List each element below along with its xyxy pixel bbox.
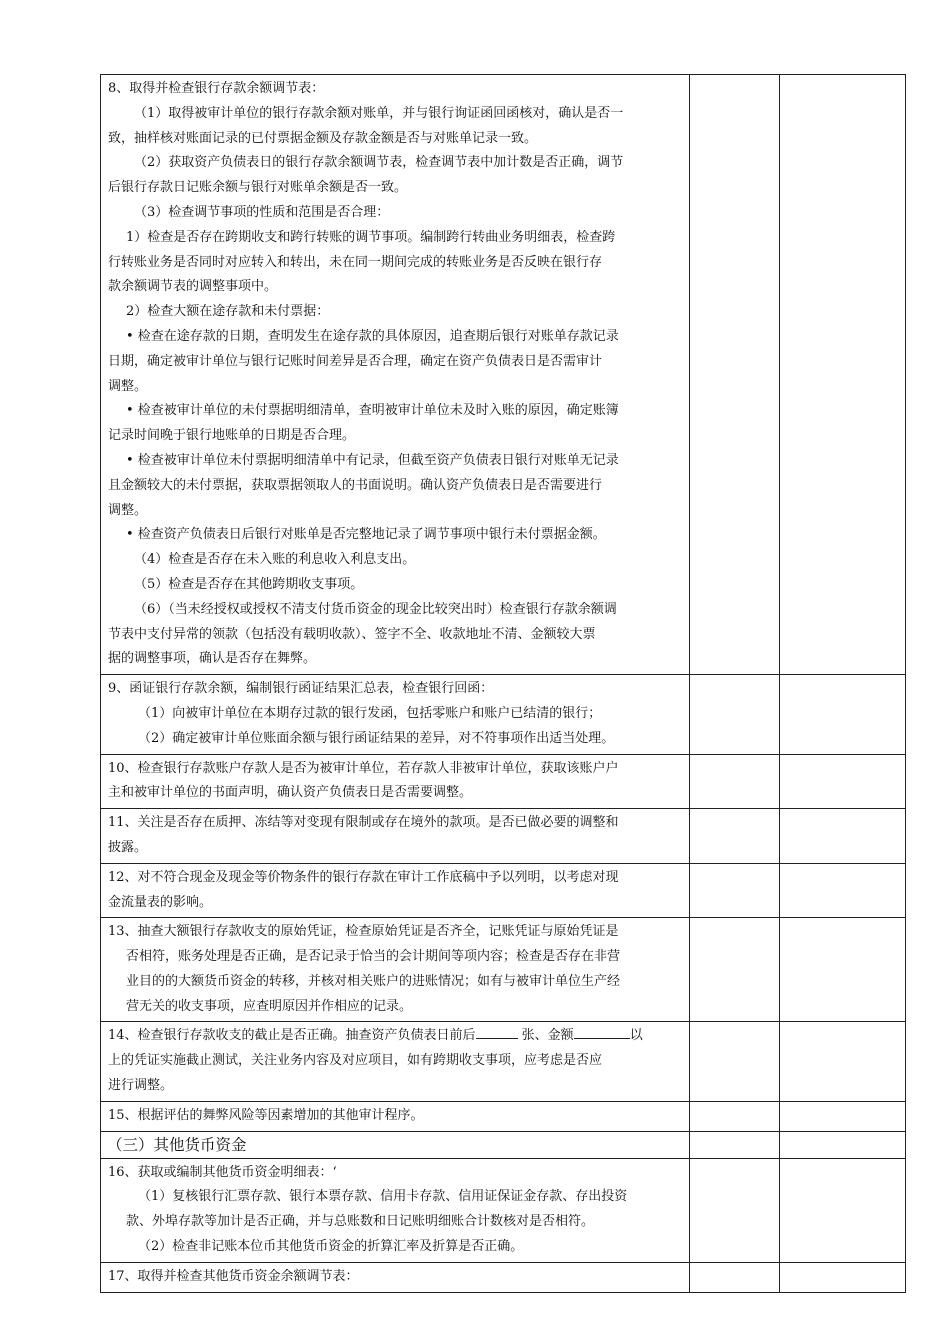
procedure-heading: 15、根据评估的舞弊风险等因素增加的其他审计程序。: [108, 1107, 424, 1123]
procedure-bullet: • 检查在途存款的日期，查明发生在途存款的具体原因，追查期后银行对账单存款记录: [126, 328, 619, 344]
table-row: [101, 1101, 906, 1131]
index-cell: [690, 809, 780, 864]
procedure-cell: [101, 1158, 690, 1262]
procedure-text: 款余额调节表的调整事项中。: [108, 279, 278, 295]
executor-cell: [780, 1158, 906, 1262]
procedure-cell: [101, 75, 690, 675]
executor-cell: [780, 1101, 906, 1131]
table-row: [101, 918, 906, 1022]
table-row: [101, 1158, 906, 1262]
procedure-text: （1）向被审计单位在本期存过款的银行发函，包括零账户和账户已结清的银行；: [138, 705, 602, 721]
table-row: [101, 1262, 906, 1292]
procedure-text-part: 张、金额: [517, 1028, 574, 1044]
procedure-text: 否相符，账务处理是否正确，是否记录于恰当的会计期间等项内容；检查是否存在非营: [126, 949, 621, 965]
procedure-text: （4）检查是否存在未入账的利息收入利息支出。: [134, 552, 416, 568]
audit-procedures-sheet: [100, 74, 905, 1293]
section-title: （三）其他货币资金: [107, 1135, 247, 1154]
procedure-text: 日期，确定被审计单位与银行记账时间差异是否合理，确定在资产负债表日是否需审计: [108, 353, 603, 369]
procedure-text: （2）获取资产负债表日的银行存款余额调节表，检查调节表中加计数是否正确，调节: [134, 155, 624, 171]
procedure-text: （1）取得被审计单位的银行存款余额对账单，并与银行询证函回函核对，确认是否一: [134, 105, 624, 121]
procedure-text: 金流量表的影响。: [108, 894, 213, 910]
procedure-text: 节表中支付异常的领款（包括没有载明收款）、签字不全、收款地址不清、金额较大票: [108, 626, 596, 642]
procedure-cell: [101, 809, 690, 864]
procedure-text: 调整。: [108, 502, 148, 518]
index-cell: [690, 1022, 780, 1101]
procedure-text: 后银行存款日记账余额与银行对账单余额是否一致。: [108, 180, 408, 196]
procedure-text: 1）检查是否存在跨期收支和跨行转账的调节事项。编制跨行转曲业务明细表，检查跨: [126, 229, 616, 245]
procedure-text: 据的调整事项，确认是否存在舞弊。: [108, 651, 317, 667]
procedures-table: [100, 74, 906, 1293]
index-cell: [690, 1101, 780, 1131]
executor-cell: [780, 1131, 906, 1158]
procedure-text: 致，抽样核对账面记录的已付票据金额及存款金额是否与对账单记录一致。: [108, 130, 538, 146]
procedure-text: 2）检查大额在途存款和未付票据：: [126, 304, 330, 320]
index-cell: [690, 863, 780, 918]
table-row: [101, 809, 906, 864]
procedure-text: （2）确定被审计单位账面余额与银行函证结果的差异，对不符事项作出适当处理。: [138, 730, 615, 746]
procedure-cell: [101, 918, 690, 1022]
table-row: [101, 863, 906, 918]
procedure-heading: 10、检查银行存款账户存款人是否为被审计单位，若存款人非被审计单位，获取该账户户: [108, 760, 619, 776]
executor-cell: [780, 75, 906, 675]
amount-blank: [574, 1025, 630, 1039]
procedure-text: （3）检查调节事项的性质和范围是否合理：: [134, 204, 390, 220]
procedure-cell: [101, 1262, 690, 1292]
procedure-bullet: • 检查资产负债表日后银行对账单是否完整地记录了调节事项中银行未付票据金额。: [126, 527, 606, 543]
executor-cell: [780, 675, 906, 754]
procedure-text: （1）复核银行汇票存款、银行本票存款、信用卡存款、信用证保证金存款、存出投资: [138, 1189, 628, 1205]
procedure-heading: 9、函证银行存款余额，编制银行函证结果汇总表，检查银行回函：: [108, 681, 494, 697]
executor-cell: [780, 754, 906, 809]
procedure-heading: 13、抽查大额银行存款收支的原始凭证，检查原始凭证是否齐全，记账凭证与原始凭证是: [108, 924, 619, 940]
procedure-text: 业目的的大额货币资金的转移，并核对相关账户的进账情况；如有与被审计单位生产经: [126, 973, 621, 989]
procedure-heading: 12、对不符合现金及现金等价物条件的银行存款在审计工作底稿中予以列明，以考虑对现: [108, 869, 619, 885]
procedure-cell: [101, 754, 690, 809]
procedure-heading: 8、取得并检查银行存款余额调节表：: [108, 81, 325, 96]
executor-cell: [780, 1262, 906, 1292]
procedure-cell: [101, 863, 690, 918]
procedure-text: 营无关的收支事项，应查明原因并作相应的记录。: [126, 998, 413, 1014]
executor-cell: [780, 863, 906, 918]
table-row: [101, 1022, 906, 1101]
index-cell: [690, 918, 780, 1022]
procedure-text: （5）检查是否存在其他跨期收支事项。: [134, 576, 364, 592]
index-cell: [690, 75, 780, 675]
procedure-bullet: • 检查被审计单位未付票据明细清单中有记录，但截至资产负债表日银行对账单无记录: [126, 452, 619, 468]
procedure-heading: [108, 1024, 683, 1049]
index-cell: [690, 1131, 780, 1158]
procedure-cell: [101, 1022, 690, 1101]
section-cell: [101, 1131, 690, 1158]
voucher-count-blank: [476, 1025, 518, 1039]
procedure-text: 记录时间晚于银行地账单的日期是否合理。: [108, 428, 356, 444]
procedure-text: 披露。: [108, 839, 148, 855]
procedure-text: 调整。: [108, 378, 148, 394]
executor-cell: [780, 1022, 906, 1101]
procedure-text-part: 14、检查银行存款收支的截止是否正确。抽查资产负债表日前后: [108, 1028, 476, 1044]
table-row: [101, 75, 906, 675]
section-row: [101, 1131, 906, 1158]
index-cell: [690, 1158, 780, 1262]
index-cell: [690, 675, 780, 754]
procedure-cell: [101, 675, 690, 754]
procedure-text: 行转账业务是否同时对应转入和转出，未在同一期间完成的转账业务是否反映在银行存: [108, 254, 603, 270]
procedure-text: 款、外埠存款等加计是否正确，并与总账数和日记账明细账合计数核对是否相符。: [126, 1214, 595, 1230]
executor-cell: [780, 809, 906, 864]
procedure-text: 进行调整。: [108, 1078, 174, 1094]
procedure-text: 主和被审计单位的书面声明，确认资产负债表日是否需要调整。: [108, 785, 473, 801]
index-cell: [690, 754, 780, 809]
procedure-bullet: • 检查被审计单位的未付票据明细清单，查明被审计单位未及时入账的原因，确定账簿: [126, 403, 619, 419]
procedure-text: 且金额较大的未付票据，获取票据领取人的书面说明。确认资产负债表日是否需要进行: [108, 477, 603, 493]
procedure-heading: 16、获取或编制其他货币资金明细表：‘: [108, 1164, 337, 1180]
table-row: [101, 675, 906, 754]
procedure-cell: [101, 1101, 690, 1131]
table-row: [101, 754, 906, 809]
procedure-heading: 17、取得并检查其他货币资金余额调节表：: [108, 1268, 359, 1284]
procedure-text: 上的凭证实施截止测试，关注业务内容及对应项目，如有跨期收支事项，应考虑是否应: [108, 1053, 603, 1069]
procedure-text-part: 以: [629, 1028, 643, 1044]
executor-cell: [780, 918, 906, 1022]
procedure-heading: 11、关注是否存在质押、冻结等对变现有限制或存在境外的款项。是否已做必要的调整和: [108, 815, 619, 831]
procedure-text: （2）检查非记账本位币其他货币资金的折算汇率及折算是否正确。: [138, 1239, 524, 1255]
procedure-text: （6）（当未经授权或授权不清支付货币资金的现金比较突出时）检查银行存款余额调: [134, 601, 617, 617]
index-cell: [690, 1262, 780, 1292]
